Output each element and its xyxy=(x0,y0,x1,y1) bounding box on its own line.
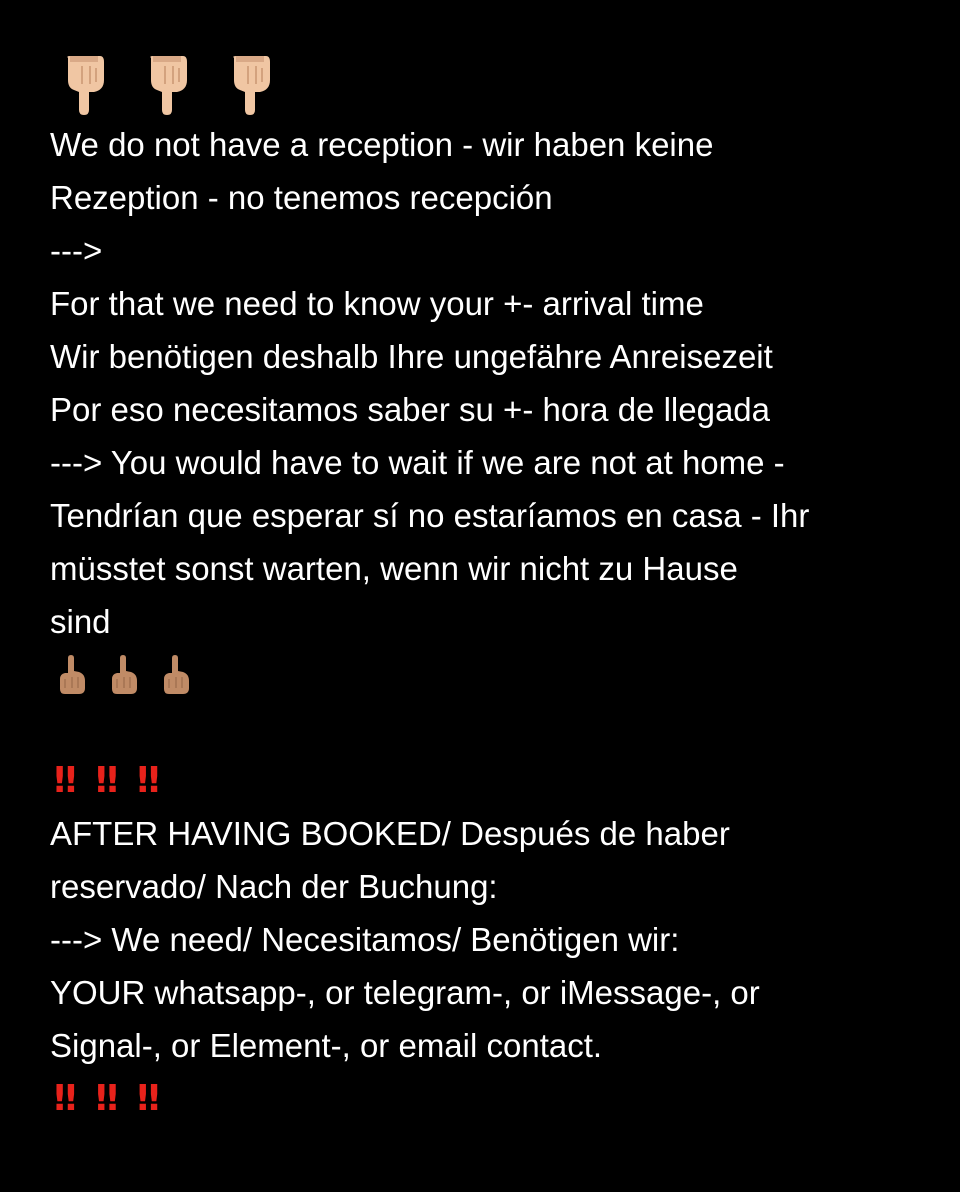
text-line: Wir benötigen deshalb Ihre ungefähre Anreisezeit xyxy=(50,338,773,375)
hand-pointing-up-icon xyxy=(160,655,192,695)
text-line: Signal-, or Element-, or email contact. xyxy=(50,1027,603,1064)
section-after-booking xyxy=(50,807,930,1072)
double-exclamation-icon: ‼ xyxy=(54,1078,74,1119)
hand-pointing-up-icon xyxy=(108,655,140,695)
text-line: ---> We need/ Necesitamos/ Benötigen wir: xyxy=(50,921,680,958)
text-line: müsstet sonst warten, wenn wir nicht zu Hause xyxy=(50,550,738,587)
double-exclamation-icon: ‼ xyxy=(54,760,74,801)
text-line: AFTER HAVING BOOKED/ Después de haber xyxy=(50,815,730,852)
text-line: reservado/ Nach der Buchung: xyxy=(50,868,498,905)
section-reception xyxy=(50,118,930,648)
alert-row-top xyxy=(50,754,930,807)
pointing-up-row xyxy=(50,648,930,701)
text-line: YOUR whatsapp-, or telegram-, or iMessage-, or xyxy=(50,974,760,1011)
double-exclamation-icon: ‼ xyxy=(95,1078,116,1119)
text-line: ---> You would have to wait if we are not at home - xyxy=(50,444,785,481)
pointing-down-row xyxy=(50,56,930,114)
double-exclamation-icon: ‼ xyxy=(95,760,116,801)
double-exclamation-icon: ‼ xyxy=(137,760,157,801)
spacer xyxy=(50,701,930,754)
hand-pointing-down-icon xyxy=(62,54,108,116)
text-line: Rezeption - no tenemos recepción xyxy=(50,179,553,216)
alert-row-bottom xyxy=(50,1072,930,1125)
double-exclamation-icon: ‼ xyxy=(137,1078,157,1119)
hand-pointing-up-icon xyxy=(56,655,88,695)
text-line: sind xyxy=(50,603,111,640)
hand-pointing-down-icon xyxy=(228,54,274,116)
text-line: Por eso necesitamos saber su +- hora de llegada xyxy=(50,391,771,428)
message-note xyxy=(50,56,930,1125)
text-line: We do not have a reception - wir haben keine xyxy=(50,126,714,163)
text-line: For that we need to know your +- arrival time xyxy=(50,285,704,322)
text-line: Tendrían que esperar sí no estaríamos en casa - Ihr xyxy=(50,497,810,534)
text-line: ---> xyxy=(50,232,103,269)
hand-pointing-down-icon xyxy=(145,54,191,116)
